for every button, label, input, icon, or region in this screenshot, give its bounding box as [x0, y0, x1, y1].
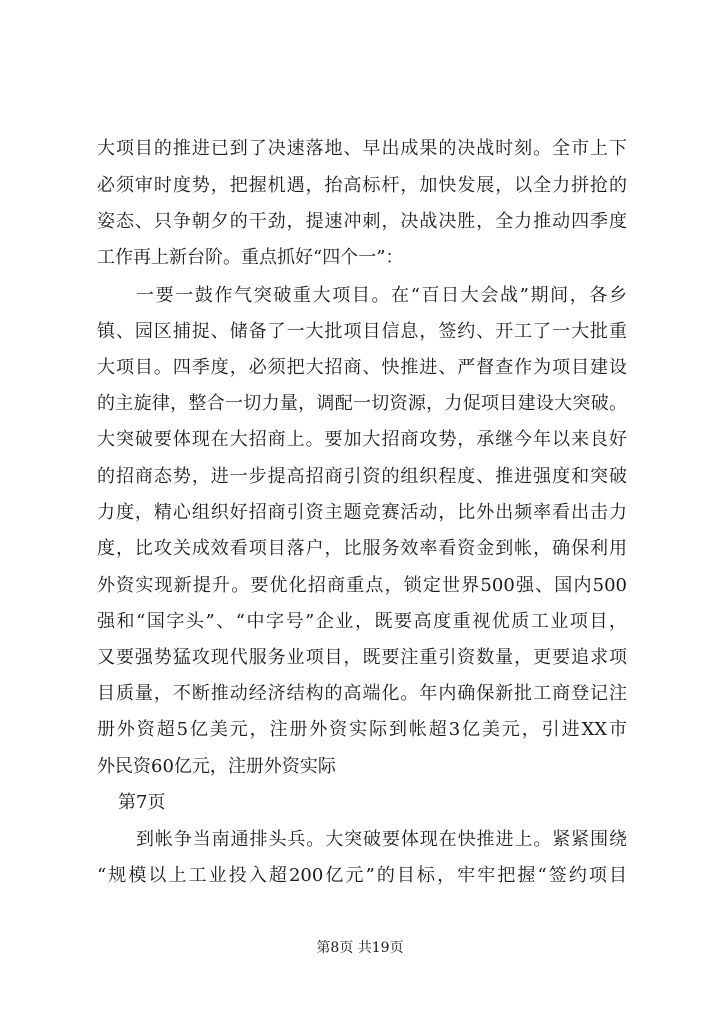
text-line: “规模以上工业投入超200亿元”的目标，牢牢把握“签约项目: [97, 865, 627, 886]
text-line: 册外资超5亿美元，注册外资实际到帐超3亿美元，引进XX市: [97, 719, 627, 740]
text-line: 力度，精心组织好招商引资主题竞赛活动，比外出频率看出击力: [97, 502, 627, 523]
text-line: 外民资60亿元，注册外资实际: [97, 756, 336, 777]
text-line: 的招商态势，进一步提高招商引资的组织程度、推进强度和突破: [97, 466, 627, 487]
text-line: 强和“国字头”、“中字号”企业，既要高度重视优质工业项目，: [97, 611, 627, 632]
text-line: 大项目。四季度，必须把大招商、快推进、严督查作为项目建设: [97, 357, 627, 378]
text-line: 工作再上新台阶。重点抓好“四个一”：: [97, 247, 404, 268]
paragraph-start-line: 一要一鼓作气突破重大项目。在“百日大会战”期间，各乡: [136, 285, 627, 306]
text-line: 度，比攻关成效看项目落户，比服务效率看资金到帐，确保利用: [97, 538, 627, 559]
text-line: 目质量，不断推动经济结构的高端化。年内确保新批工商登记注: [97, 683, 627, 704]
text-line: 外资实现新提升。要优化招商重点，锁定世界500强、国内500: [97, 575, 627, 596]
paragraph-start-line: 到帐争当南通排头兵。大突破要体现在快推进上。紧紧围绕: [136, 829, 627, 850]
text-line: 必须审时度势，把握机遇，抬高标杆，加快发展，以全力拼抢的: [97, 175, 627, 196]
text-line: 的主旋律，整合一切力量，调配一切资源，力促项目建设大突破。: [97, 393, 627, 414]
inline-page-marker: 第7页: [118, 792, 166, 813]
page-footer: 第8页 共19页: [316, 940, 404, 956]
text-line: 镇、园区捕捉、储备了一大批项目信息，签约、开工了一大批重: [97, 321, 627, 342]
text-line: 又要强势猛攻现代服务业项目，既要注重引资数量，更要追求项: [97, 647, 627, 668]
text-line: 大项目的推进已到了决速落地、早出成果的决战时刻。全市上下: [97, 138, 627, 159]
text-line: 大突破要体现在大招商上。要加大招商攻势，承继今年以来良好: [97, 429, 627, 450]
text-line: 姿态、只争朝夕的干劲，提速冲刺，决战决胜，全力推动四季度: [97, 211, 627, 232]
